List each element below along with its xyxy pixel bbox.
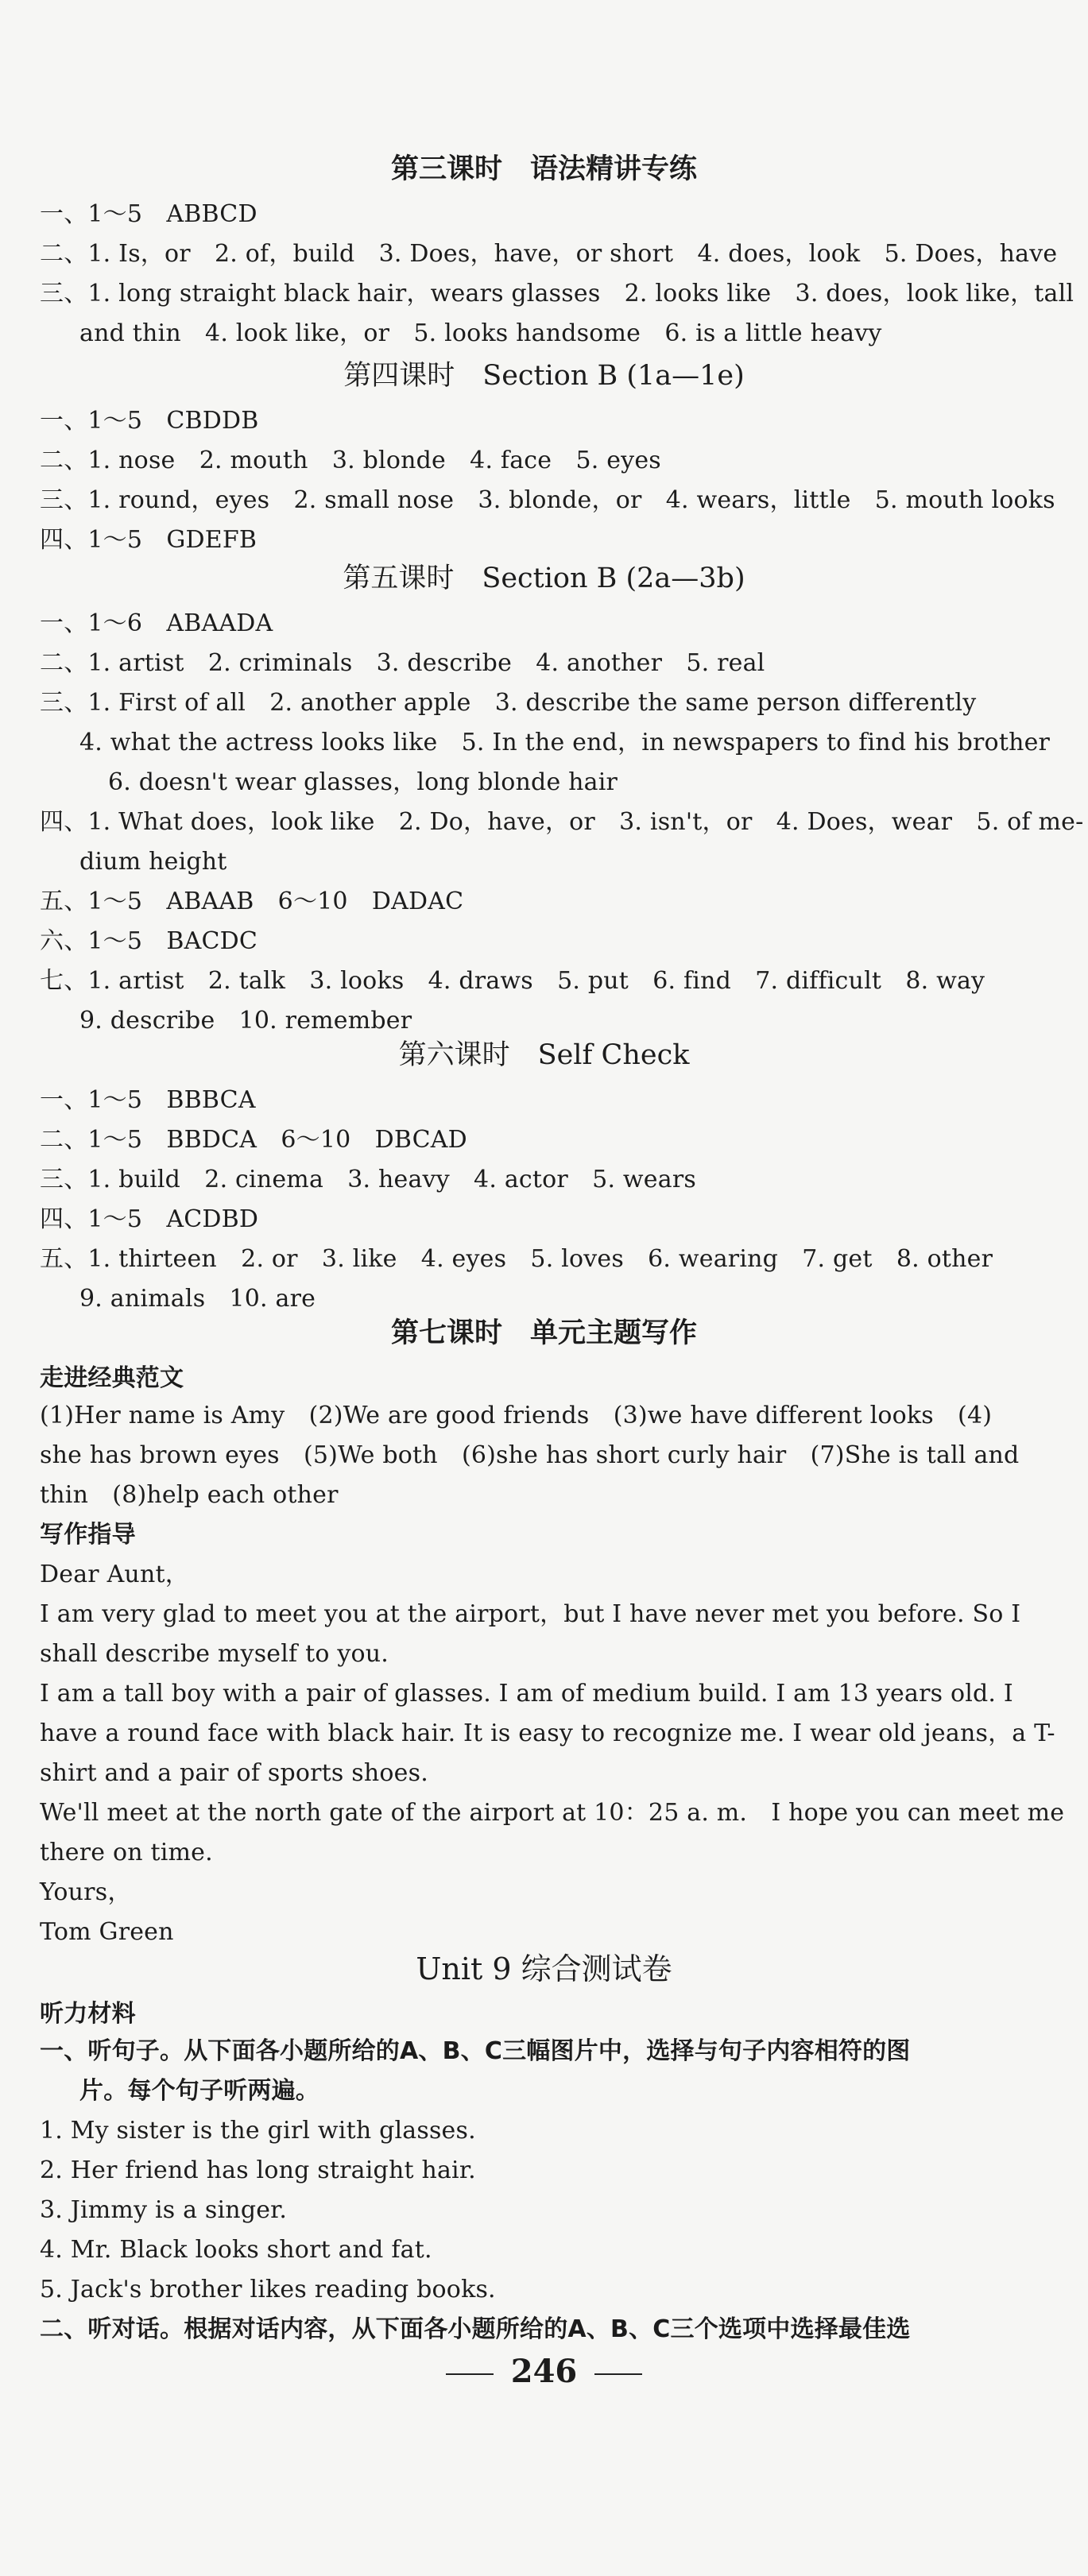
subheading-model-essay: 走进经典范文 — [40, 1364, 184, 1392]
answer-line: thin (8)help each other — [40, 1481, 339, 1509]
page-number: 246 — [0, 2352, 1088, 2392]
section-title-lesson6: 第六课时 Self Check — [398, 1039, 690, 1071]
subheading-writing-guide: 写作指导 — [40, 1521, 136, 1549]
answer-line: 五、1. thirteen 2. or 3. like 4. eyes 5. loves 6. wearing 7. get 8. other — [40, 1245, 993, 1273]
listening-sentence: 2. Her friend has long straight hair. — [40, 2156, 476, 2184]
section-title-lesson3: 第三课时 语法精讲专练 — [390, 153, 697, 185]
answer-line: 三、1. long straight black hair，wears glasses 2. looks like 3. does，look like，tall — [40, 280, 1074, 307]
answer-line: 七、1. artist 2. talk 3. looks 4. draws 5. put 6. find 7. difficult 8. way — [40, 967, 985, 995]
answer-line: 一、1～5 CBDDB — [40, 407, 259, 435]
answer-line: 五、1～5 ABAAB 6～10 DADAC — [40, 888, 464, 915]
answer-line: 四、1～5 ACDBD — [40, 1205, 259, 1233]
letter-line: Tom Green — [40, 1918, 174, 1946]
question-instruction: 二、听对话。根据对话内容，从下面各小题所给的A、B、C三个选项中选择最佳选 — [40, 2315, 911, 2343]
answer-line: (1)Her name is Amy (2)We are good friends (3)we have different looks (4) — [40, 1402, 993, 1429]
answer-line: 9. animals 10. are — [79, 1285, 316, 1313]
answer-line: 三、1. First of all 2. another apple 3. describe the same person differently — [40, 689, 977, 717]
letter-line: shirt and a pair of sports shoes. — [40, 1759, 428, 1787]
answer-line: 一、1～6 ABAADA — [40, 609, 273, 637]
answer-line: 一、1～5 ABBCD — [40, 200, 257, 228]
section-title-lesson7: 第七课时 单元主题写作 — [390, 1317, 697, 1349]
letter-line: We'll meet at the north gate of the airport at 10：25 a. m. I hope you can meet me — [40, 1799, 1065, 1827]
answer-line: dium height — [79, 848, 227, 876]
answer-line: 二、1. artist 2. criminals 3. describe 4. another 5. real — [40, 649, 765, 677]
question-instruction: 一、听句子。从下面各小题所给的A、B、C三幅图片中，选择与句子内容相符的图 — [40, 2037, 911, 2065]
dash-right — [594, 2373, 642, 2375]
listening-sentence: 4. Mr. Black looks short and fat. — [40, 2236, 432, 2264]
question-instruction: 片。每个句子听两遍。 — [79, 2077, 319, 2105]
subheading-listening-material: 听力材料 — [40, 2000, 136, 2028]
letter-line: Dear Aunt， — [40, 1561, 189, 1588]
answer-line: and thin 4. look like，or 5. looks handsome 6. is a little heavy — [79, 319, 882, 347]
letter-line: have a round face with black hair. It is easy to recognize me. I wear old jeans，a T- — [40, 1719, 1055, 1747]
letter-line: shall describe myself to you. — [40, 1640, 389, 1668]
listening-sentence: 3. Jimmy is a singer. — [40, 2196, 288, 2224]
section-title-lesson5: 第五课时 Section B (2a—3b) — [343, 563, 745, 594]
answer-line: 三、1. round，eyes 2. small nose 3. blonde，or 4. wears，little 5. mouth looks — [40, 486, 1055, 514]
answer-line: 二、1. nose 2. mouth 3. blonde 4. face 5. eyes — [40, 447, 661, 474]
letter-line: I am a tall boy with a pair of glasses. I am of medium build. I am 13 years old. I — [40, 1680, 1013, 1708]
letter-line: there on time. — [40, 1839, 213, 1866]
listening-sentence: 1. My sister is the girl with glasses. — [40, 2117, 476, 2145]
letter-line: Yours， — [40, 1878, 132, 1906]
answer-line: 六、1～5 BACDC — [40, 927, 258, 955]
answer-line: 二、1. Is，or 2. of，build 3. Does，have，or short 4. does，look 5. Does，have — [40, 240, 1058, 268]
answer-line: 6. doesn't wear glasses，long blonde hair — [108, 768, 618, 796]
answer-line: she has brown eyes (5)We both (6)she has short curly hair (7)She is tall and — [40, 1441, 1020, 1469]
answer-line: 9. describe 10. remember — [79, 1007, 412, 1035]
answer-line: 4. what the actress looks like 5. In the end，in newspapers to find his brother — [79, 729, 1051, 756]
section-title-lesson4: 第四课时 Section B (1a—1e) — [343, 360, 745, 392]
answer-line: 四、1. What does，look like 2. Do，have，or 3. isn't，or 4. Does，wear 5. of me- — [40, 808, 1084, 836]
answer-line: 三、1. build 2. cinema 3. heavy 4. actor 5. wears — [40, 1166, 696, 1193]
section-title-unit9-test: Unit 9 综合测试卷 — [416, 1951, 672, 1986]
answer-line: 四、1～5 GDEFB — [40, 526, 257, 554]
answer-line: 一、1～5 BBBCA — [40, 1086, 256, 1114]
answer-line: 二、1～5 BBDCA 6～10 DBCAD — [40, 1126, 467, 1154]
dash-left — [446, 2373, 494, 2375]
listening-sentence: 5. Jack's brother likes reading books. — [40, 2276, 496, 2303]
letter-line: I am very glad to meet you at the airport，but I have never met you before. So I — [40, 1600, 1021, 1628]
